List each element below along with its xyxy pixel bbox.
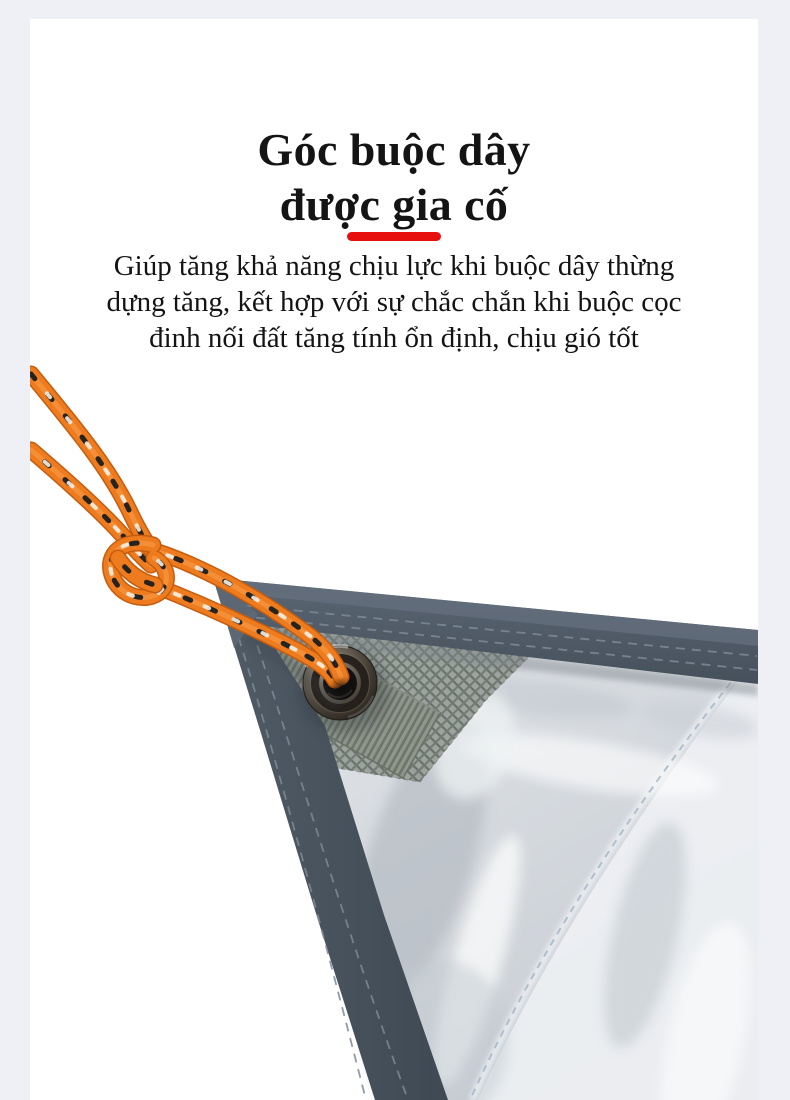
- red-divider: [347, 232, 441, 241]
- product-description: [30, 248, 758, 356]
- title-line-2: được gia cố: [279, 179, 509, 230]
- knot-graphic: [110, 543, 166, 598]
- description-line: dựng tăng, kết hợp với sự chắc chắn khi buộc cọc: [106, 286, 682, 318]
- content-card: [30, 19, 758, 1100]
- page-title: [30, 122, 758, 232]
- description-line: đinh nối đất tăng tính ổn định, chịu gió tốt: [149, 322, 639, 354]
- guy-rope-graphic: [31, 374, 352, 706]
- title-line-1: Góc buộc dây: [257, 124, 531, 175]
- product-photo: [30, 360, 758, 1100]
- description-line: Giúp tăng khả năng chịu lực khi buộc dây thừng: [113, 250, 675, 282]
